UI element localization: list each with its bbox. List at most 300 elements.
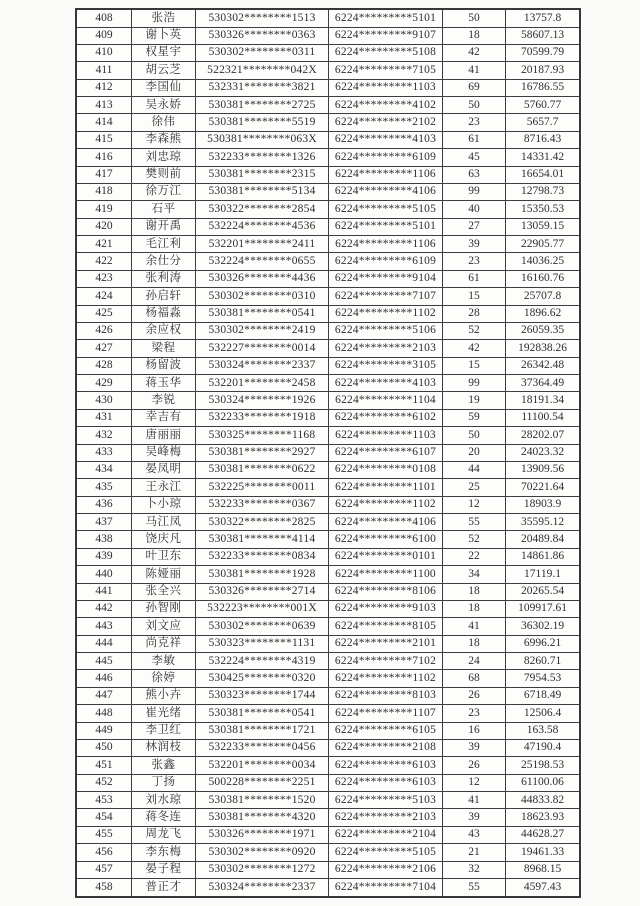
cell-card-number-masked: 6224*********4106 — [329, 183, 443, 200]
cell-amount: 14331.42 — [506, 149, 581, 166]
table-row — [76, 27, 580, 44]
cell-amount: 4597.43 — [506, 878, 581, 897]
cell-serial-number: 432 — [76, 427, 132, 444]
cell-count: 61 — [443, 270, 506, 287]
cell-person-name: 梁程 — [132, 340, 196, 357]
masked-account-list-table — [75, 8, 581, 898]
cell-person-name: 陈娅丽 — [132, 566, 196, 583]
cell-person-name: 石平 — [132, 201, 196, 218]
cell-id-number-masked: 530381********2315 — [196, 166, 329, 183]
cell-card-number-masked: 6224*********4102 — [329, 97, 443, 114]
cell-amount: 8260.71 — [506, 653, 581, 670]
cell-id-number-masked: 530381********0541 — [196, 705, 329, 722]
cell-id-number-masked: 530302********0920 — [196, 844, 329, 861]
cell-id-number-masked: 530324********2337 — [196, 878, 329, 897]
cell-count: 23 — [443, 114, 506, 131]
cell-amount: 28202.07 — [506, 427, 581, 444]
cell-serial-number: 453 — [76, 792, 132, 809]
table-row — [76, 305, 580, 322]
cell-card-number-masked: 6224*********8106 — [329, 583, 443, 600]
cell-card-number-masked: 6224*********1100 — [329, 566, 443, 583]
table-row — [76, 340, 580, 357]
cell-count: 39 — [443, 739, 506, 756]
cell-amount: 14861.86 — [506, 548, 581, 565]
cell-serial-number: 455 — [76, 826, 132, 843]
cell-id-number-masked: 530381********5519 — [196, 114, 329, 131]
cell-count: 19 — [443, 392, 506, 409]
cell-card-number-masked: 6224*********8105 — [329, 618, 443, 635]
cell-card-number-masked: 6224*********1103 — [329, 79, 443, 96]
table-row — [76, 600, 580, 617]
cell-serial-number: 416 — [76, 149, 132, 166]
cell-id-number-masked: 532224********4319 — [196, 653, 329, 670]
cell-count: 26 — [443, 687, 506, 704]
cell-person-name: 王永江 — [132, 479, 196, 496]
cell-amount: 18191.34 — [506, 392, 581, 409]
cell-count: 42 — [443, 340, 506, 357]
cell-amount: 19461.33 — [506, 844, 581, 861]
cell-card-number-masked: 6224*********2102 — [329, 114, 443, 131]
table-row — [76, 514, 580, 531]
cell-count: 24 — [443, 653, 506, 670]
table-row — [76, 548, 580, 565]
table-body — [76, 9, 580, 897]
cell-amount: 26059.35 — [506, 322, 581, 339]
cell-id-number-masked: 530302********2419 — [196, 322, 329, 339]
cell-person-name: 吴永娇 — [132, 97, 196, 114]
cell-card-number-masked: 6224*********6102 — [329, 409, 443, 426]
cell-card-number-masked: 6224*********1102 — [329, 670, 443, 687]
cell-count: 34 — [443, 566, 506, 583]
cell-count: 59 — [443, 409, 506, 426]
cell-person-name: 唐丽丽 — [132, 427, 196, 444]
table-row — [76, 357, 580, 374]
cell-id-number-masked: 530381********2725 — [196, 97, 329, 114]
cell-amount: 25198.53 — [506, 757, 581, 774]
cell-amount: 12506.4 — [506, 705, 581, 722]
cell-person-name: 杨留波 — [132, 357, 196, 374]
cell-id-number-masked: 530325********1168 — [196, 427, 329, 444]
cell-person-name: 权星宇 — [132, 44, 196, 61]
cell-amount: 12798.73 — [506, 183, 581, 200]
cell-id-number-masked: 532331********3821 — [196, 79, 329, 96]
cell-card-number-masked: 6224*********7102 — [329, 653, 443, 670]
table-row — [76, 531, 580, 548]
cell-card-number-masked: 6224*********4106 — [329, 514, 443, 531]
cell-card-number-masked: 6224*********6100 — [329, 531, 443, 548]
cell-person-name: 李卫红 — [132, 722, 196, 739]
cell-card-number-masked: 6224*********4103 — [329, 131, 443, 148]
cell-person-name: 樊则前 — [132, 166, 196, 183]
cell-count: 25 — [443, 479, 506, 496]
cell-id-number-masked: 500228********2251 — [196, 774, 329, 791]
cell-serial-number: 415 — [76, 131, 132, 148]
table-row — [76, 757, 580, 774]
cell-id-number-masked: 530381********2927 — [196, 444, 329, 461]
cell-card-number-masked: 6224*********9104 — [329, 270, 443, 287]
table-row — [76, 496, 580, 513]
table-row — [76, 44, 580, 61]
table-row — [76, 183, 580, 200]
cell-amount: 35595.12 — [506, 514, 581, 531]
cell-card-number-masked: 6224*********6109 — [329, 253, 443, 270]
table-row — [76, 62, 580, 79]
cell-card-number-masked: 6224*********5105 — [329, 201, 443, 218]
cell-id-number-masked: 530381********4320 — [196, 809, 329, 826]
cell-count: 15 — [443, 357, 506, 374]
cell-amount: 44628.27 — [506, 826, 581, 843]
cell-id-number-masked: 532233********1918 — [196, 409, 329, 426]
cell-count: 68 — [443, 670, 506, 687]
cell-card-number-masked: 6224*********5105 — [329, 844, 443, 861]
cell-count: 43 — [443, 826, 506, 843]
cell-card-number-masked: 6224*********5101 — [329, 218, 443, 235]
cell-id-number-masked: 532233********0367 — [196, 496, 329, 513]
cell-person-name: 孙启轩 — [132, 288, 196, 305]
cell-count: 63 — [443, 166, 506, 183]
cell-person-name: 尚克祥 — [132, 635, 196, 652]
cell-amount: 70599.79 — [506, 44, 581, 61]
cell-id-number-masked: 530381********0622 — [196, 461, 329, 478]
cell-person-name: 普正才 — [132, 878, 196, 897]
cell-count: 18 — [443, 583, 506, 600]
cell-id-number-masked: 532224********0655 — [196, 253, 329, 270]
table-row — [76, 809, 580, 826]
cell-person-name: 张鑫 — [132, 757, 196, 774]
table-row — [76, 739, 580, 756]
cell-id-number-masked: 532225********0011 — [196, 479, 329, 496]
cell-person-name: 胡云芝 — [132, 62, 196, 79]
cell-count: 41 — [443, 792, 506, 809]
cell-serial-number: 425 — [76, 305, 132, 322]
cell-id-number-masked: 530326********0363 — [196, 27, 329, 44]
table-row — [76, 288, 580, 305]
cell-count: 52 — [443, 322, 506, 339]
table-row — [76, 583, 580, 600]
cell-count: 18 — [443, 600, 506, 617]
cell-serial-number: 414 — [76, 114, 132, 131]
cell-count: 39 — [443, 809, 506, 826]
cell-id-number-masked: 530323********1131 — [196, 635, 329, 652]
cell-person-name: 熊小卉 — [132, 687, 196, 704]
cell-person-name: 徐伟 — [132, 114, 196, 131]
cell-amount: 18623.93 — [506, 809, 581, 826]
cell-serial-number: 457 — [76, 861, 132, 878]
cell-count: 42 — [443, 44, 506, 61]
table-row — [76, 705, 580, 722]
cell-person-name: 幸吉有 — [132, 409, 196, 426]
cell-serial-number: 421 — [76, 236, 132, 253]
cell-count: 55 — [443, 514, 506, 531]
cell-id-number-masked: 530302********1513 — [196, 9, 329, 27]
table-row — [76, 826, 580, 843]
cell-count: 52 — [443, 531, 506, 548]
table-row — [76, 218, 580, 235]
cell-amount: 8716.43 — [506, 131, 581, 148]
cell-amount: 17119.1 — [506, 566, 581, 583]
cell-card-number-masked: 6224*********5108 — [329, 44, 443, 61]
cell-card-number-masked: 6224*********6107 — [329, 444, 443, 461]
cell-person-name: 刘忠琼 — [132, 149, 196, 166]
cell-amount: 11100.54 — [506, 409, 581, 426]
cell-serial-number: 451 — [76, 757, 132, 774]
cell-id-number-masked: 530381********1520 — [196, 792, 329, 809]
cell-serial-number: 424 — [76, 288, 132, 305]
cell-person-name: 杨福淼 — [132, 305, 196, 322]
table-row — [76, 9, 580, 27]
cell-serial-number: 437 — [76, 514, 132, 531]
cell-card-number-masked: 6224*********2104 — [329, 826, 443, 843]
cell-card-number-masked: 6224*********6103 — [329, 757, 443, 774]
cell-serial-number: 431 — [76, 409, 132, 426]
cell-serial-number: 439 — [76, 548, 132, 565]
cell-id-number-masked: 530324********2337 — [196, 357, 329, 374]
cell-id-number-masked: 530302********0311 — [196, 44, 329, 61]
cell-serial-number: 443 — [76, 618, 132, 635]
cell-serial-number: 418 — [76, 183, 132, 200]
cell-count: 41 — [443, 62, 506, 79]
cell-serial-number: 438 — [76, 531, 132, 548]
table-row — [76, 392, 580, 409]
table-row — [76, 635, 580, 652]
cell-card-number-masked: 6224*********8103 — [329, 687, 443, 704]
cell-card-number-masked: 6224*********1106 — [329, 166, 443, 183]
cell-person-name: 余应权 — [132, 322, 196, 339]
cell-person-name: 张全兴 — [132, 583, 196, 600]
cell-card-number-masked: 6224*********6109 — [329, 149, 443, 166]
cell-serial-number: 440 — [76, 566, 132, 583]
cell-person-name: 李森熊 — [132, 131, 196, 148]
table-row — [76, 114, 580, 131]
cell-id-number-masked: 530302********1272 — [196, 861, 329, 878]
cell-serial-number: 444 — [76, 635, 132, 652]
cell-serial-number: 447 — [76, 687, 132, 704]
cell-person-name: 刘文应 — [132, 618, 196, 635]
cell-amount: 24023.32 — [506, 444, 581, 461]
cell-amount: 16654.01 — [506, 166, 581, 183]
cell-amount: 18903.9 — [506, 496, 581, 513]
cell-person-name: 饶庆凡 — [132, 531, 196, 548]
cell-person-name: 吴峰梅 — [132, 444, 196, 461]
cell-id-number-masked: 530381********1721 — [196, 722, 329, 739]
cell-serial-number: 413 — [76, 97, 132, 114]
cell-serial-number: 409 — [76, 27, 132, 44]
cell-person-name: 余仕分 — [132, 253, 196, 270]
cell-person-name: 李敏 — [132, 653, 196, 670]
cell-count: 21 — [443, 844, 506, 861]
cell-count: 27 — [443, 218, 506, 235]
cell-person-name: 卜小琼 — [132, 496, 196, 513]
cell-count: 44 — [443, 461, 506, 478]
table-row — [76, 687, 580, 704]
cell-count: 23 — [443, 253, 506, 270]
cell-card-number-masked: 6224*********5106 — [329, 322, 443, 339]
cell-person-name: 马江凤 — [132, 514, 196, 531]
cell-person-name: 叶卫东 — [132, 548, 196, 565]
cell-person-name: 毛江利 — [132, 236, 196, 253]
cell-serial-number: 445 — [76, 653, 132, 670]
cell-serial-number: 449 — [76, 722, 132, 739]
table-row — [76, 375, 580, 392]
cell-card-number-masked: 6224*********4103 — [329, 375, 443, 392]
table-row — [76, 653, 580, 670]
cell-count: 99 — [443, 375, 506, 392]
cell-count: 23 — [443, 705, 506, 722]
cell-serial-number: 448 — [76, 705, 132, 722]
cell-amount: 14036.25 — [506, 253, 581, 270]
cell-card-number-masked: 6224*********1103 — [329, 427, 443, 444]
cell-serial-number: 436 — [76, 496, 132, 513]
cell-id-number-masked: 530326********2714 — [196, 583, 329, 600]
cell-card-number-masked: 6224*********1106 — [329, 236, 443, 253]
cell-amount: 13059.15 — [506, 218, 581, 235]
table-row — [76, 461, 580, 478]
table-row — [76, 427, 580, 444]
table-row — [76, 322, 580, 339]
cell-id-number-masked: 532201********2458 — [196, 375, 329, 392]
cell-amount: 109917.61 — [506, 600, 581, 617]
cell-serial-number: 428 — [76, 357, 132, 374]
table-row — [76, 774, 580, 791]
cell-person-name: 李国仙 — [132, 79, 196, 96]
cell-count: 15 — [443, 288, 506, 305]
cell-card-number-masked: 6224*********2106 — [329, 861, 443, 878]
cell-serial-number: 410 — [76, 44, 132, 61]
cell-id-number-masked: 530322********2854 — [196, 201, 329, 218]
cell-id-number-masked: 530381********5134 — [196, 183, 329, 200]
cell-count: 39 — [443, 236, 506, 253]
cell-id-number-masked: 532201********0034 — [196, 757, 329, 774]
cell-serial-number: 429 — [76, 375, 132, 392]
cell-count: 18 — [443, 635, 506, 652]
cell-person-name: 孙智刚 — [132, 600, 196, 617]
cell-person-name: 徐万江 — [132, 183, 196, 200]
cell-card-number-masked: 6224*********2103 — [329, 340, 443, 357]
cell-amount: 16786.55 — [506, 79, 581, 96]
cell-person-name: 刘水琼 — [132, 792, 196, 809]
cell-amount: 26342.48 — [506, 357, 581, 374]
cell-amount: 15350.53 — [506, 201, 581, 218]
cell-serial-number: 426 — [76, 322, 132, 339]
cell-count: 26 — [443, 757, 506, 774]
cell-amount: 1896.62 — [506, 305, 581, 322]
table-row — [76, 618, 580, 635]
cell-count: 18 — [443, 27, 506, 44]
cell-person-name: 张利涛 — [132, 270, 196, 287]
cell-card-number-masked: 6224*********0108 — [329, 461, 443, 478]
cell-count: 69 — [443, 79, 506, 96]
cell-id-number-masked: 532201********2411 — [196, 236, 329, 253]
cell-id-number-masked: 530381********063X — [196, 131, 329, 148]
cell-serial-number: 423 — [76, 270, 132, 287]
cell-person-name: 崔光绪 — [132, 705, 196, 722]
cell-serial-number: 412 — [76, 79, 132, 96]
table-row — [76, 166, 580, 183]
cell-serial-number: 454 — [76, 809, 132, 826]
cell-count: 40 — [443, 201, 506, 218]
cell-amount: 6718.49 — [506, 687, 581, 704]
cell-id-number-masked: 532223********001X — [196, 600, 329, 617]
cell-count: 28 — [443, 305, 506, 322]
table-row — [76, 861, 580, 878]
cell-amount: 25707.8 — [506, 288, 581, 305]
cell-id-number-masked: 530381********1928 — [196, 566, 329, 583]
cell-serial-number: 420 — [76, 218, 132, 235]
cell-serial-number: 452 — [76, 774, 132, 791]
cell-count: 22 — [443, 548, 506, 565]
cell-id-number-masked: 530326********4436 — [196, 270, 329, 287]
cell-id-number-masked: 530324********1926 — [196, 392, 329, 409]
cell-amount: 13909.56 — [506, 461, 581, 478]
cell-id-number-masked: 532233********1326 — [196, 149, 329, 166]
cell-amount: 20489.84 — [506, 531, 581, 548]
cell-id-number-masked: 530381********4114 — [196, 531, 329, 548]
cell-person-name: 林润枝 — [132, 739, 196, 756]
cell-amount: 37364.49 — [506, 375, 581, 392]
cell-amount: 163.58 — [506, 722, 581, 739]
cell-card-number-masked: 6224*********1101 — [329, 479, 443, 496]
cell-card-number-masked: 6224*********1102 — [329, 305, 443, 322]
cell-id-number-masked: 530302********0310 — [196, 288, 329, 305]
cell-person-name: 晏子程 — [132, 861, 196, 878]
cell-person-name: 李锐 — [132, 392, 196, 409]
cell-count: 50 — [443, 9, 506, 27]
cell-count: 61 — [443, 131, 506, 148]
cell-person-name: 李东梅 — [132, 844, 196, 861]
cell-card-number-masked: 6224*********7104 — [329, 878, 443, 897]
cell-person-name: 谢卜英 — [132, 27, 196, 44]
cell-serial-number: 433 — [76, 444, 132, 461]
cell-serial-number: 422 — [76, 253, 132, 270]
cell-amount: 16160.76 — [506, 270, 581, 287]
cell-serial-number: 458 — [76, 878, 132, 897]
cell-amount: 7954.53 — [506, 670, 581, 687]
cell-serial-number: 441 — [76, 583, 132, 600]
cell-person-name: 蒋玉华 — [132, 375, 196, 392]
cell-id-number-masked: 530302********0639 — [196, 618, 329, 635]
cell-amount: 58607.13 — [506, 27, 581, 44]
cell-amount: 36302.19 — [506, 618, 581, 635]
cell-count: 45 — [443, 149, 506, 166]
cell-person-name: 张浩 — [132, 9, 196, 27]
cell-amount: 8968.15 — [506, 861, 581, 878]
cell-serial-number: 417 — [76, 166, 132, 183]
cell-serial-number: 446 — [76, 670, 132, 687]
cell-card-number-masked: 6224*********7107 — [329, 288, 443, 305]
table-row — [76, 409, 580, 426]
cell-count: 50 — [443, 97, 506, 114]
table-row — [76, 878, 580, 897]
table-row — [76, 444, 580, 461]
cell-amount: 70221.64 — [506, 479, 581, 496]
cell-serial-number: 434 — [76, 461, 132, 478]
cell-id-number-masked: 530326********1971 — [196, 826, 329, 843]
cell-count: 50 — [443, 427, 506, 444]
table-row — [76, 149, 580, 166]
cell-person-name: 蒋冬连 — [132, 809, 196, 826]
cell-id-number-masked: 530322********2825 — [196, 514, 329, 531]
cell-id-number-masked: 532233********0834 — [196, 548, 329, 565]
cell-id-number-masked: 530323********1744 — [196, 687, 329, 704]
table-row — [76, 844, 580, 861]
cell-card-number-masked: 6224*********0101 — [329, 548, 443, 565]
cell-amount: 5657.7 — [506, 114, 581, 131]
cell-person-name: 谢开禹 — [132, 218, 196, 235]
cell-count: 99 — [443, 183, 506, 200]
cell-amount: 13757.8 — [506, 9, 581, 27]
cell-card-number-masked: 6224*********2101 — [329, 635, 443, 652]
cell-card-number-masked: 6224*********3105 — [329, 357, 443, 374]
